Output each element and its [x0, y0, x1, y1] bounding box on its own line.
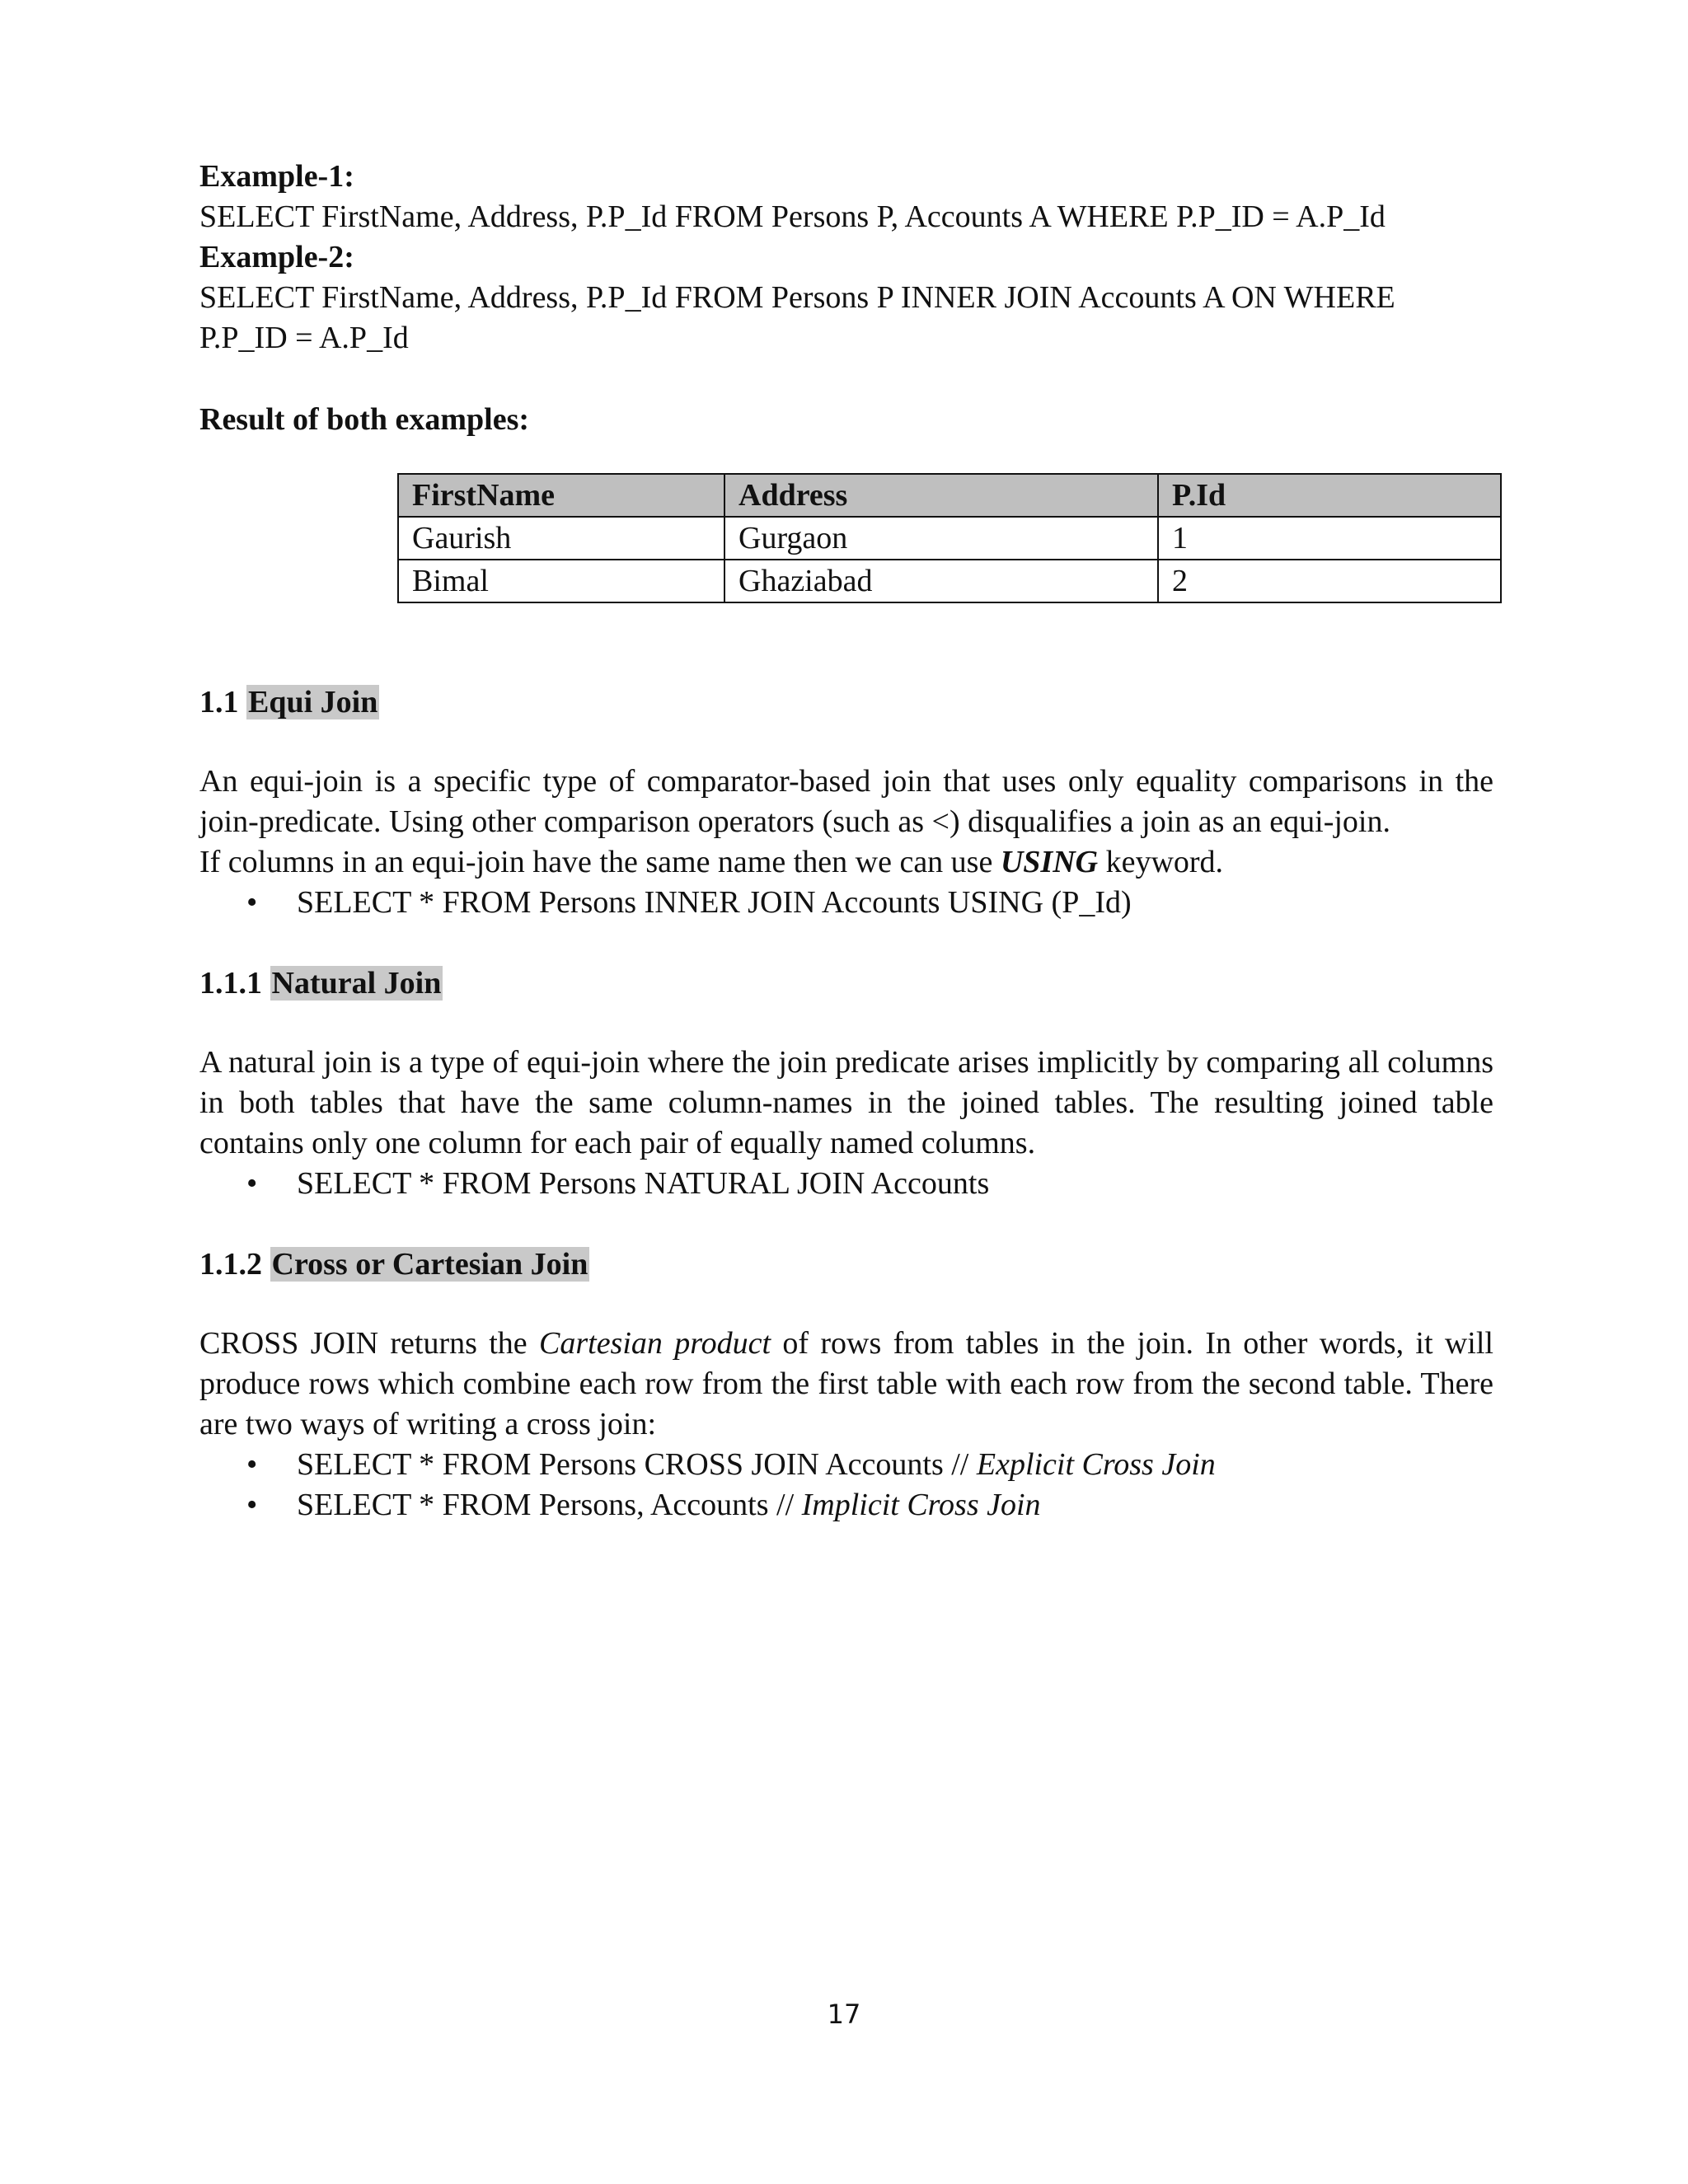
- table-header-row: [398, 474, 1501, 517]
- list-item-code: SELECT * FROM Persons, Accounts //: [297, 1488, 802, 1522]
- table-row: [398, 517, 1501, 560]
- list-item: [199, 1445, 1493, 1485]
- section-heading-equi-join: [199, 682, 1493, 723]
- section-heading-natural-join: [199, 963, 1493, 1004]
- list-item: [199, 1164, 1493, 1204]
- list-item: [199, 883, 1493, 923]
- table-cell: 2: [1158, 560, 1501, 602]
- list-item-text: SELECT * FROM Persons INNER JOIN Accounts USING (P_Id): [297, 885, 1132, 920]
- list-item-comment: Implicit Cross Join: [801, 1488, 1041, 1522]
- natural-join-paragraph: A natural join is a type of equi-join where the join predicate arises implicitly by comparing all columns in both tables that have the same column-names in the joined tables. The resulting joined table contains only one column for each pair of equally named columns.: [199, 1045, 1493, 1160]
- example-2-query-line-1: SELECT FirstName, Address, P.P_Id FROM Persons P INNER JOIN Accounts A ON WHERE: [199, 280, 1395, 315]
- example-1-label: Example-1:: [199, 159, 354, 194]
- equi-join-paragraph: An equi-join is a specific type of comparator-based join that uses only equality comparisons in the join-predicate. Using other comparison operators (such as <) disqualifies a join as an equi-join.: [199, 764, 1493, 839]
- natural-join-bullet-list: [199, 1164, 1493, 1204]
- bullet-icon: •: [246, 1166, 258, 1201]
- result-table: [397, 473, 1502, 603]
- using-prefix: If columns in an equi-join have the same name then we can use: [199, 845, 1001, 879]
- table-cell: Bimal: [398, 560, 724, 602]
- bullet-icon: •: [246, 1447, 258, 1482]
- using-keyword-sentence: [199, 842, 1493, 883]
- table-header-cell: Address: [724, 474, 1158, 517]
- cross-join-para-prefix: CROSS JOIN returns the: [199, 1326, 539, 1361]
- cross-join-paragraph: [199, 1324, 1493, 1445]
- example-2-query-line-2: P.P_ID = A.P_Id: [199, 321, 409, 355]
- cross-join-bullet-list: [199, 1445, 1493, 1526]
- list-item-comment: Explicit Cross Join: [976, 1447, 1216, 1482]
- table-cell: 1: [1158, 517, 1501, 560]
- cross-join-para-suffix: of rows from tables in the join. In other words, it will produce rows which combine each row from the first table with each row from the second table. There are two ways of writing a cross join:: [199, 1326, 1493, 1441]
- document-page: [199, 157, 1493, 1526]
- spacer: [199, 603, 1493, 682]
- section-title: Equi Join: [248, 685, 378, 719]
- page-number: 17: [827, 1999, 861, 2030]
- list-item: [199, 1485, 1493, 1526]
- using-suffix: keyword.: [1098, 845, 1224, 879]
- table-cell: Gaurish: [398, 517, 724, 560]
- list-item-code: SELECT * FROM Persons CROSS JOIN Accounts //: [297, 1447, 977, 1482]
- bullet-icon: •: [246, 1488, 258, 1522]
- section-heading-cross-join: [199, 1244, 1493, 1285]
- table-cell: Gurgaon: [724, 517, 1158, 560]
- table-header-cell: FirstName: [398, 474, 724, 517]
- table-row: [398, 560, 1501, 602]
- spacer: [199, 359, 1493, 400]
- section-number: 1.1.1: [199, 966, 262, 1001]
- section-title: Natural Join: [271, 966, 442, 1001]
- using-keyword: USING: [1000, 845, 1099, 879]
- table-header-cell: P.Id: [1158, 474, 1501, 517]
- spacer: [199, 1204, 1493, 1244]
- section-title: Cross or Cartesian Join: [271, 1247, 588, 1282]
- section-number: 1.1: [199, 685, 239, 719]
- result-heading: Result of both examples:: [199, 402, 530, 437]
- table-cell: Ghaziabad: [724, 560, 1158, 602]
- bullet-icon: •: [246, 885, 258, 920]
- spacer: [199, 923, 1493, 963]
- example-1-query: SELECT FirstName, Address, P.P_Id FROM Persons P, Accounts A WHERE P.P_ID = A.P_Id: [199, 199, 1386, 234]
- spacer: [199, 723, 1493, 762]
- section-number: 1.1.2: [199, 1247, 262, 1282]
- spacer: [199, 1285, 1493, 1324]
- example-2-label: Example-2:: [199, 240, 354, 274]
- list-item-text: SELECT * FROM Persons NATURAL JOIN Accounts: [297, 1166, 990, 1201]
- cross-join-para-italic: Cartesian product: [539, 1326, 771, 1361]
- spacer: [199, 1004, 1493, 1043]
- equi-join-bullet-list: [199, 883, 1493, 923]
